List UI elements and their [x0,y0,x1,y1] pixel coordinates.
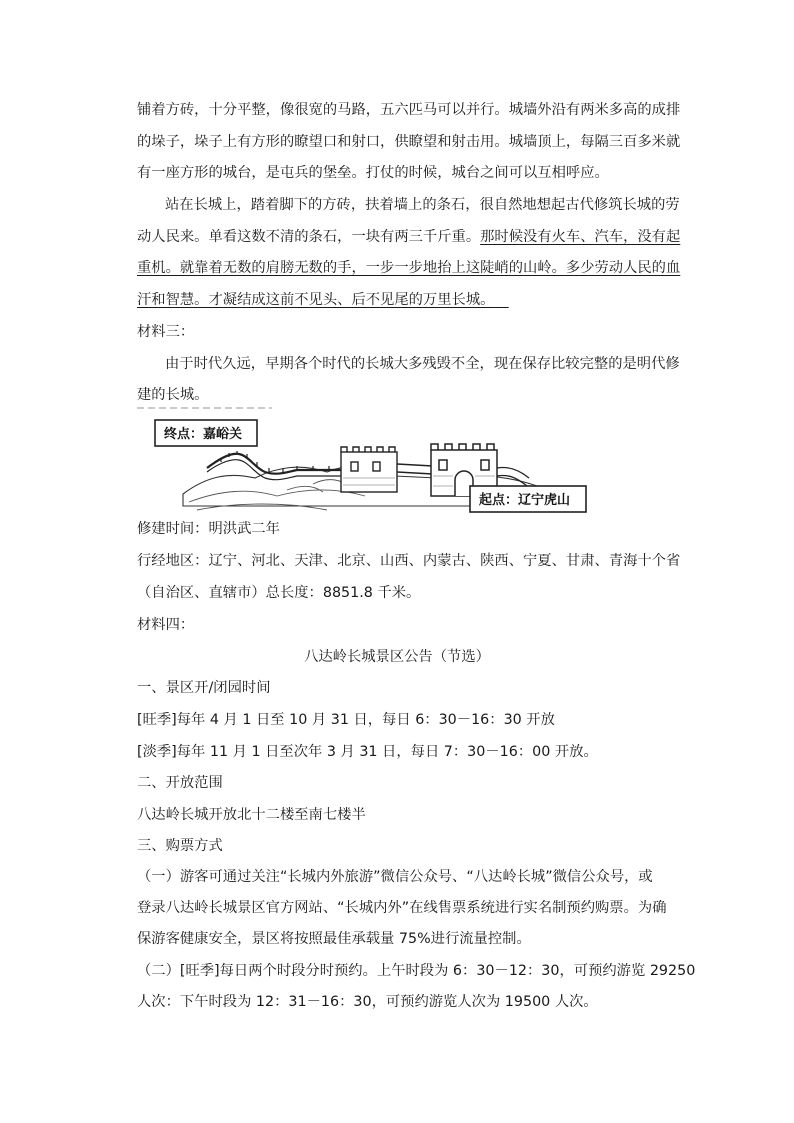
notice-title: 八达岭长城景区公告（节选） [304,649,490,665]
underlined-text: 那时候没有火车、汽车，没有起 [480,229,681,245]
text-line: [旺季]每年 4 月 1 日至 10 月 31 日，每日 6：30－16：30 开放 [137,712,555,728]
text-line: 铺着方砖，十分平整，像很宽的马路，五六匹马可以并行。城墙外沿有两米多高的成排 [137,102,681,118]
text-line: （自治区、直辖市）总长度：8851.8 千米。 [137,585,421,601]
section-title: 三、购票方式 [137,838,223,854]
text-line: 登录八达岭长城景区官方网站、“长城内外”在线售票系统进行实名制预约购票。为确 [137,900,667,916]
text-line: [淡季]每年 11 月 1 日至次年 3 月 31 日，每日 7：30－16：00 开放。 [137,744,598,760]
text-line: （一）游客可通过关注“长城内外旅游”微信公众号、“八达岭长城”微信公众号，或 [137,869,653,885]
text-line: 由于时代久远，早期各个时代的长城大多残毁不全，现在保存比较完整的是明代修 [165,356,680,372]
text-line [137,227,681,247]
start-label: 起点：辽宁虎山 [479,493,571,508]
great-wall-illustration [137,406,597,516]
text-line: 八达岭长城开放北十二楼至南七楼半 [137,807,366,823]
text-line: 保游客健康安全，景区将按照最佳承载量 75%进行流量控制。 [137,931,531,947]
section-title: 一、景区开/闭园时间 [137,680,271,696]
text-line: 修建时间：明洪武二年 [137,521,280,537]
end-label: 终点：嘉峪关 [164,427,243,442]
material-heading: 材料四： [137,617,195,633]
text-plain: 动人民来。单看这数不清的条石，一块有两三千斤重。 [137,229,481,245]
text-line: （二）[旺季]每日两个时段分时预约。上午时段为 6：30－12：30，可预约游览 29250 [137,963,696,979]
material-heading: 材料三： [137,324,195,340]
text-line: 人次：下午时段为 12：31－16：30，可预约游览人次为 19500 人次。 [137,994,598,1010]
text-line: 的垛子，垛子上有方形的瞭望口和射口，供瞭望和射击用。城墙顶上，每隔三百多米就 [137,134,681,150]
section-title: 二、开放范围 [137,775,223,791]
text-line: 有一座方形的城台，是屯兵的堡垒。打仗的时候，城台之间可以互相呼应。 [137,165,609,181]
underlined-line: 重机。就靠着无数的肩膀无数的手，一步一步地抬上这陡峭的山岭。多少劳动人民的血 [137,260,681,276]
text-line: 站在长城上，踏着脚下的方砖，扶着墙上的条石，很自然地想起古代修筑长城的劳 [165,197,680,213]
end-label-box [155,420,257,446]
text-line: 行经地区：辽宁、河北、天津、北京、山西、内蒙古、陕西、宁夏、甘肃、青海十个省 [137,553,681,569]
underlined-text: 汗和智慧。才凝结成这前不见头、后不见尾的万里长城。 [137,292,495,308]
text-line: 建的长城。 [137,387,209,403]
underlined-line [137,290,667,310]
start-label-box [470,486,586,512]
